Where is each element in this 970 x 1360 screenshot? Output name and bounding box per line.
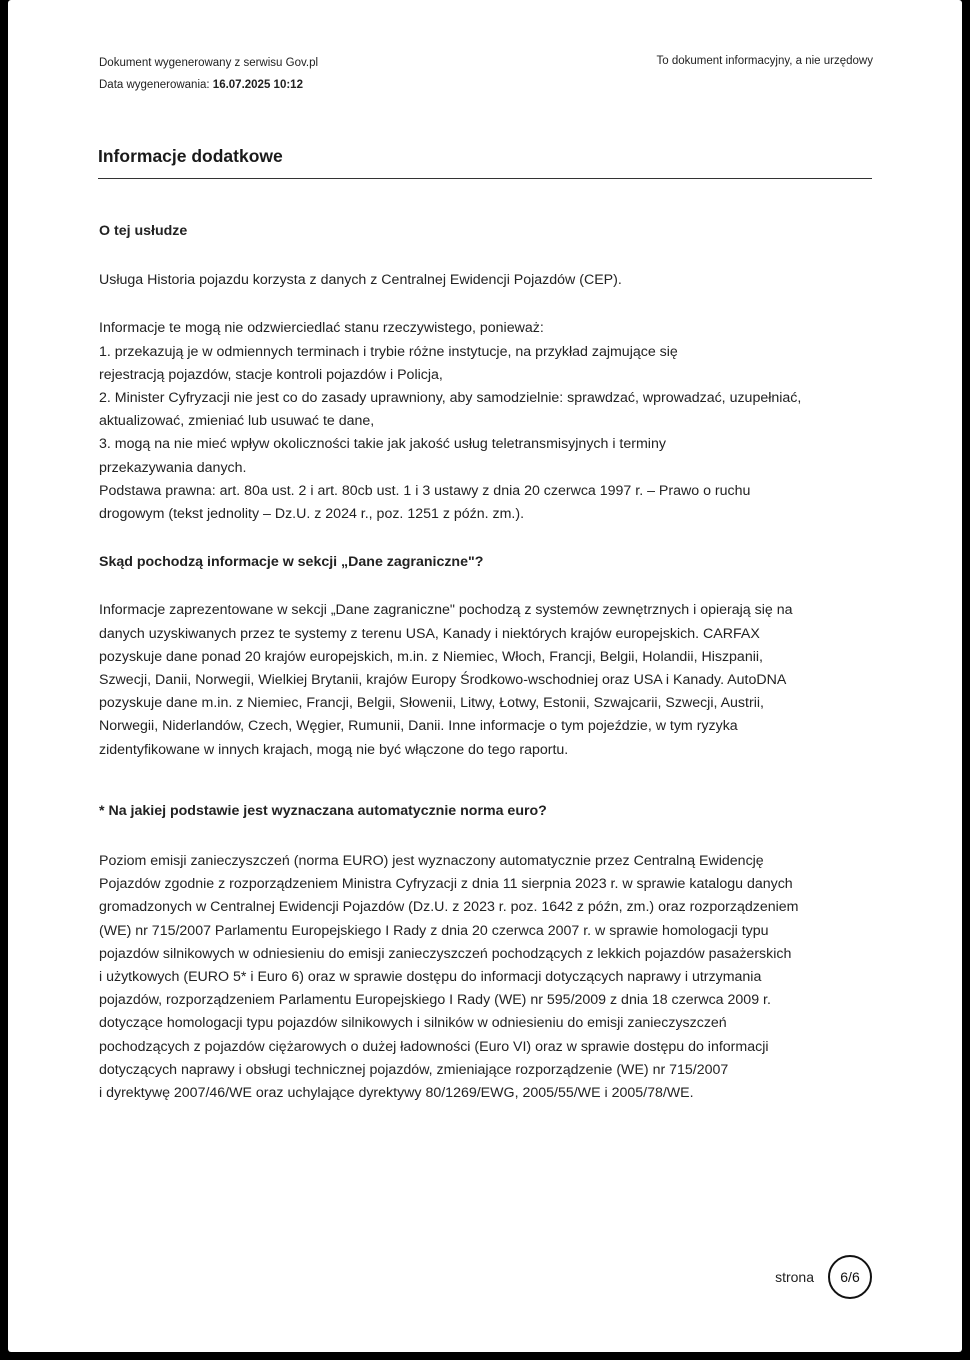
text-line: pozyskuje dane ponad 20 krajów europejskich, m.in. z Niemiec, Włoch, Francji, Belgii, Holandii, Hiszpanii, xyxy=(99,648,763,665)
date-value: 16.07.2025 10:12 xyxy=(212,79,303,91)
text-line: pochodzących z pojazdów ciężarowych o dużej ładowności (Euro VI) oraz w sprawie dostępu do informacji xyxy=(99,1038,769,1055)
text-line: gromadzonych w Centralnej Ewidencji Pojazdów (Dz.U. z 2023 r. poz. 1642 z późn, zm.) oraz rozporządzeniem xyxy=(99,899,799,916)
text-line: Informacje te mogą nie odzwierciedlać stanu rzeczywistego, ponieważ: xyxy=(99,320,544,337)
foreign-data-lines xyxy=(99,599,889,761)
text-line: Podstawa prawna: art. 80a ust. 2 i art. 80cb ust. 1 i 3 ustawy z dnia 20 czerwca 1997 r. – Prawo o ruchu xyxy=(99,482,751,499)
text-line: Informacje zaprezentowane w sekcji „Dane zagraniczne" pochodzą z systemów zewnętrznych i opierają się na xyxy=(99,602,793,619)
text-line: drogowym (tekst jednolity – Dz.U. z 2024 r., poz. 1251 z późn. zm.). xyxy=(99,506,525,523)
euro-norm-lines xyxy=(99,850,889,1105)
page-number: 6/6 xyxy=(840,1269,860,1285)
euro-norm-heading: * Na jakiej podstawie jest wyznaczana automatycznie norma euro? xyxy=(99,802,547,819)
text-line: dotyczących naprawy i obsługi technicznej pojazdów, zmieniające rozporządzenie (WE) nr 715/2007 xyxy=(99,1061,729,1078)
text-line: 1. przekazują je w odmiennych terminach i trybie różne instytucje, na przykład zajmujące się xyxy=(99,343,678,360)
text-line: Norwegii, Niderlandów, Czech, Węgier, Rumunii, Danii. Inne informacje o tym pojeździe, w tym ryzyka xyxy=(99,718,738,735)
page-footer xyxy=(775,1255,872,1299)
text-line: pozyskuje dane m.in. z Niemiec, Francji, Belgii, Słowenii, Litwy, Łotwy, Estonii, Szwajcarii, Szwecji, Austrii, xyxy=(99,695,764,712)
foreign-data-heading: Skąd pochodzą informacje w sekcji „Dane zagraniczne"? xyxy=(99,554,484,571)
text-line: 2. Minister Cyfryzacji nie jest co do zasady uprawniony, aby samodzielnie: sprawdzać, wprowadzać, uzupełniać, xyxy=(99,390,802,407)
header-disclaimer: To dokument informacyjny, a nie urzędowy xyxy=(656,55,873,67)
about-intro: Usługa Historia pojazdu korzysta z danych z Centralnej Ewidencji Pojazdów (CEP). xyxy=(99,272,622,289)
section-title: Informacje dodatkowe xyxy=(98,146,872,179)
text-line: Szwecji, Danii, Norwegii, Wielkiej Brytanii, krajów Europy Środkowo-wschodniej oraz USA i Kanady. AutoDNA xyxy=(99,672,787,689)
about-heading: O tej usłudze xyxy=(99,223,188,239)
text-line: (WE) nr 715/2007 Parlamentu Europejskiego I Rady z dnia 20 czerwca 2007 r. w sprawie homologacji typu xyxy=(99,922,769,939)
text-line: Pojazdów zgodnie z rozporządzeniem Ministra Cyfryzacji z dnia 11 sierpnia 2023 r. w sprawie katalogu danych xyxy=(99,876,793,893)
text-line: pojazdów, rozporządzeniem Parlamentu Europejskiego I Rady (WE) nr 595/2009 z dnia 18 czerwca 2009 r. xyxy=(99,992,771,1009)
text-line: rejestracją pojazdów, stacje kontroli pojazdów i Policja, xyxy=(99,366,443,383)
document-content xyxy=(99,220,889,1105)
document-page xyxy=(8,0,962,1352)
text-line: Poziom emisji zanieczyszczeń (norma EURO) jest wyznaczony automatycznie przez Centralną Ewidencję xyxy=(99,853,764,870)
generated-line: Dokument wygenerowany z serwisu Gov.pl xyxy=(99,57,319,69)
text-line: dotyczące homologacji typu pojazdów silnikowych i silników w odniesieniu do emisji zanieczyszczeń xyxy=(99,1015,727,1032)
text-line: aktualizować, zmieniać lub usuwać te dane, xyxy=(99,413,375,430)
text-line: 3. mogą na nie mieć wpływ okoliczności takie jak jakość usług teletransmisyjnych i terminy xyxy=(99,436,666,453)
text-line: danych uzyskiwanych przez te systemy z terenu USA, Kanady i niektórych krajów europejskich. CARFAX xyxy=(99,625,760,642)
text-line: i dyrektywę 2007/46/WE oraz uchylające dyrektywy 80/1269/EWG, 2005/55/WE i 2005/78/WE. xyxy=(99,1085,694,1102)
page-label: strona xyxy=(775,1269,814,1285)
text-line: przekazywania danych. xyxy=(99,459,247,476)
page-number-badge xyxy=(828,1255,872,1299)
text-line: zidentyfikowane w innych krajach, mogą nie być włączone do tego raportu. xyxy=(99,741,569,758)
text-line: pojazdów silnikowych w odniesieniu do emisji zanieczyszczeń pochodzących z lekkich pojazdów pasażerskich xyxy=(99,945,792,962)
text-line: i użytkowych (EURO 5* i Euro 6) oraz w sprawie dostępu do informacji dotyczących naprawy i utrzymania xyxy=(99,969,762,986)
date-label: Data wygenerowania: xyxy=(99,79,210,91)
header-left xyxy=(99,52,318,96)
about-lines xyxy=(99,317,889,526)
generation-date xyxy=(99,74,318,96)
